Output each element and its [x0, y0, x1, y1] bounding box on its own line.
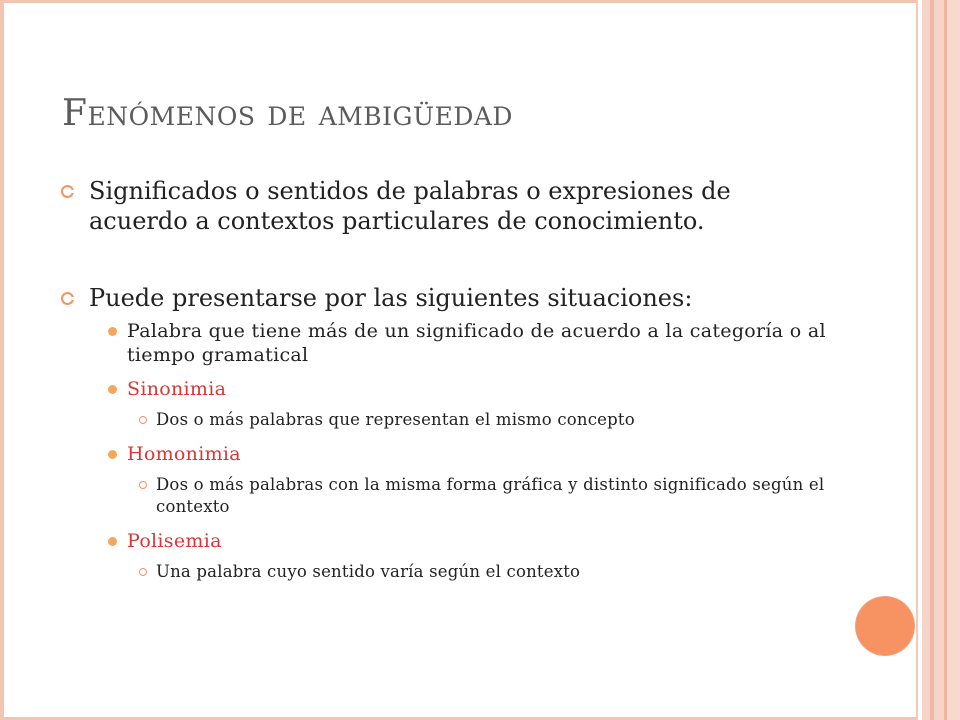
term-sinonimia: Sinonimia	[127, 378, 227, 400]
term-homonimia: Homonimia	[127, 443, 241, 465]
bullet-text: Palabra que tiene más de un significado de acuerdo a la categoría o al tiempo gramatical	[127, 320, 826, 366]
bullet-text: Puede presentarse por las siguientes situaciones:	[89, 284, 693, 312]
bullet-level1	[58, 176, 834, 236]
ring-bullet-icon	[61, 185, 74, 198]
bullet-level3	[58, 474, 834, 518]
decorative-circle-icon	[856, 597, 914, 655]
bullet-level2	[58, 319, 834, 367]
small-ring-bullet-icon	[139, 416, 147, 424]
bullet-level2	[58, 377, 834, 401]
dot-bullet-icon	[108, 537, 117, 546]
slide-frame-left	[0, 0, 4, 720]
bullet-text: Significados o sentidos de palabras o expresiones de acuerdo a contextos particulares de conocimiento.	[89, 177, 731, 235]
bullet-level2	[58, 529, 834, 553]
bullet-level3	[58, 561, 834, 583]
ring-bullet-icon	[61, 292, 74, 305]
dot-bullet-icon	[108, 450, 117, 459]
slide-title: Fenómenos de ambigüedad	[62, 93, 513, 134]
bullet-level2	[58, 442, 834, 466]
bullet-level3	[58, 409, 834, 431]
bullet-text: Una palabra cuyo sentido varía según el contexto	[156, 562, 581, 581]
small-ring-bullet-icon	[139, 481, 147, 489]
decorative-stripe-band	[916, 0, 960, 720]
dot-bullet-icon	[108, 385, 117, 394]
dot-bullet-icon	[108, 327, 117, 336]
bullet-text: Dos o más palabras que representan el mismo concepto	[156, 410, 635, 429]
bullet-text: Dos o más palabras con la misma forma gráfica y distinto significado según el contexto	[156, 475, 825, 516]
slide-content	[58, 176, 834, 583]
small-ring-bullet-icon	[139, 568, 147, 576]
bullet-level1	[58, 283, 834, 313]
term-polisemia: Polisemia	[127, 530, 222, 552]
slide-frame-top	[0, 0, 920, 3]
